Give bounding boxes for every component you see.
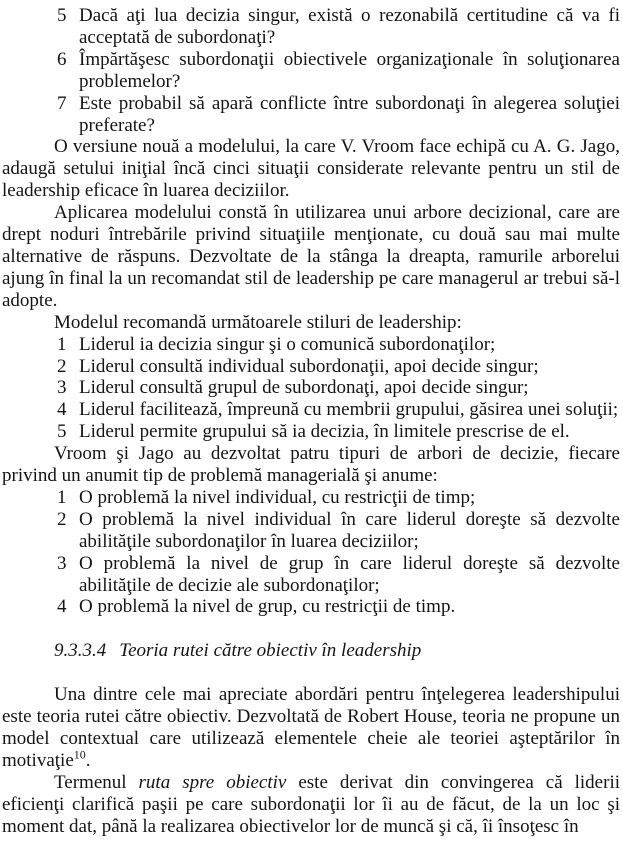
- list-item-number: 1: [57, 486, 67, 508]
- list-item: [2, 596, 620, 618]
- list-item-text: O problemă la nivel de grup, cu restricţii de timp.: [79, 596, 456, 618]
- list-item-number: 5: [57, 421, 67, 443]
- leadership-styles-list: [2, 334, 620, 444]
- list-item-number: 2: [57, 508, 67, 530]
- problem-types-list: [2, 487, 620, 618]
- text-segment: este derivat din convingerea că liderii eficienţi clarifică paşii pe care subordonaţii lor îi au de făcut, de la un loc şi moment dat, până la realizarea obiectivelor lor de muncă şi că, îi însoţesc în: [2, 771, 620, 837]
- list-item-text: Dacă aţi lua decizia singur, există o rezonabilă certitudine că va fi acceptată de subordonaţi?: [79, 5, 620, 48]
- text-segment: Aplicarea modelului constă în utilizarea unui arbore decizional, care are drept noduri întrebările privind situaţiile menţionate, cu două sau mai multe alternative de răspuns. Dezvoltate de la stânga la dreapta, ramurile arborelui ajung în final la un recomandat stil de leadership pe care managerul ar trebui să-l adopte.: [2, 202, 620, 311]
- list-item: [2, 399, 620, 421]
- paragraph-decision-tree: [2, 202, 620, 312]
- emphasized-term: ruta spre obiectiv: [138, 771, 287, 793]
- text-segment: Termenul: [54, 771, 139, 793]
- list-item-number: 2: [57, 355, 67, 377]
- list-item-number: 4: [57, 399, 67, 421]
- list-item: [2, 377, 620, 399]
- list-item-text: Liderul consultă grupul de subordonaţi, apoi decide singur;: [79, 377, 529, 399]
- footnote-ref: 10: [73, 747, 86, 762]
- decision-questions-list: [2, 5, 620, 136]
- list-item-number: 7: [57, 92, 67, 114]
- list-item: [2, 509, 620, 553]
- paragraph-path-goal-term: [2, 772, 620, 838]
- list-item: [2, 487, 620, 509]
- list-item-number: 4: [57, 596, 67, 618]
- list-item-number: 1: [57, 333, 67, 355]
- text-segment: Una dintre cele mai apreciate abordări pentru înţelegerea leadershipului este teoria rutei către obiectiv. Dezvoltată de Robert House, teoria ne propune un model contextual care utilizează elementele cheie ale teoriei aşteptărilor în motivaţie: [2, 684, 620, 771]
- list-item-number: 3: [57, 377, 67, 399]
- list-item: [2, 334, 620, 356]
- list-item: [2, 5, 620, 49]
- list-item: [2, 49, 620, 93]
- text-segment: .: [85, 749, 91, 771]
- list-item: [2, 421, 620, 443]
- list-item: [2, 93, 620, 137]
- list-item-number: 6: [57, 48, 67, 70]
- list-item-number: 3: [57, 552, 67, 574]
- list-item-text: O problemă la nivel individual, cu restricţii de timp;: [79, 486, 476, 508]
- paragraph-styles-intro: [2, 312, 620, 334]
- list-item-text: Este probabil să apară conflicte între subordonaţi în alegerea soluţiei preferate?: [79, 92, 620, 136]
- list-item-text: Liderul ia decizia singur şi o comunică subordonaţilor;: [79, 333, 496, 355]
- list-item-text: Liderul consultă individual subordonaţii, apoi decide singur;: [79, 355, 539, 377]
- list-item-text: O problemă la nivel de grup în care liderul doreşte să dezvolte abilităţile de decizie ale subordonaţilor;: [79, 552, 620, 596]
- list-item-text: O problemă la nivel individual în care liderul doreşte să dezvolte abilităţile subordonaţilor în luarea deciziilor;: [79, 508, 620, 552]
- section-heading: [2, 640, 620, 662]
- section-number: 9.3.3.4: [54, 640, 107, 662]
- list-item-text: Liderul permite grupului să ia decizia, în limitele prescrise de el.: [79, 421, 570, 443]
- section-title: Teoria rutei către obiectiv în leadership: [119, 640, 422, 662]
- list-item-number: 5: [57, 5, 67, 26]
- list-item-text: Împărtăşesc subordonaţii obiectivele organizaţionale în soluţionarea problemelor?: [79, 48, 620, 92]
- paragraph-path-goal-intro: [2, 684, 620, 772]
- text-segment: Modelul recomandă următoarele stiluri de leadership:: [54, 311, 462, 333]
- list-item-text: Liderul facilitează, împreună cu membrii grupului, găsirea unei soluţii;: [79, 399, 619, 421]
- text-segment: Vroom şi Jago au dezvoltat patru tipuri de arbori de decizie, fiecare privind un anumit tip de problemă managerială şi anume:: [2, 443, 620, 487]
- paragraph-vroom-jago-model: [2, 136, 620, 202]
- list-item: [2, 356, 620, 378]
- list-item: [2, 553, 620, 597]
- text-segment: O versiune nouă a modelului, la care V. Vroom face echipă cu A. G. Jago, adaugă setului iniţial încă cinci situaţii considerate relevante pentru un stil de leadership eficace în luarea deciziilor.: [2, 136, 620, 202]
- paragraph-four-trees-intro: [2, 443, 620, 487]
